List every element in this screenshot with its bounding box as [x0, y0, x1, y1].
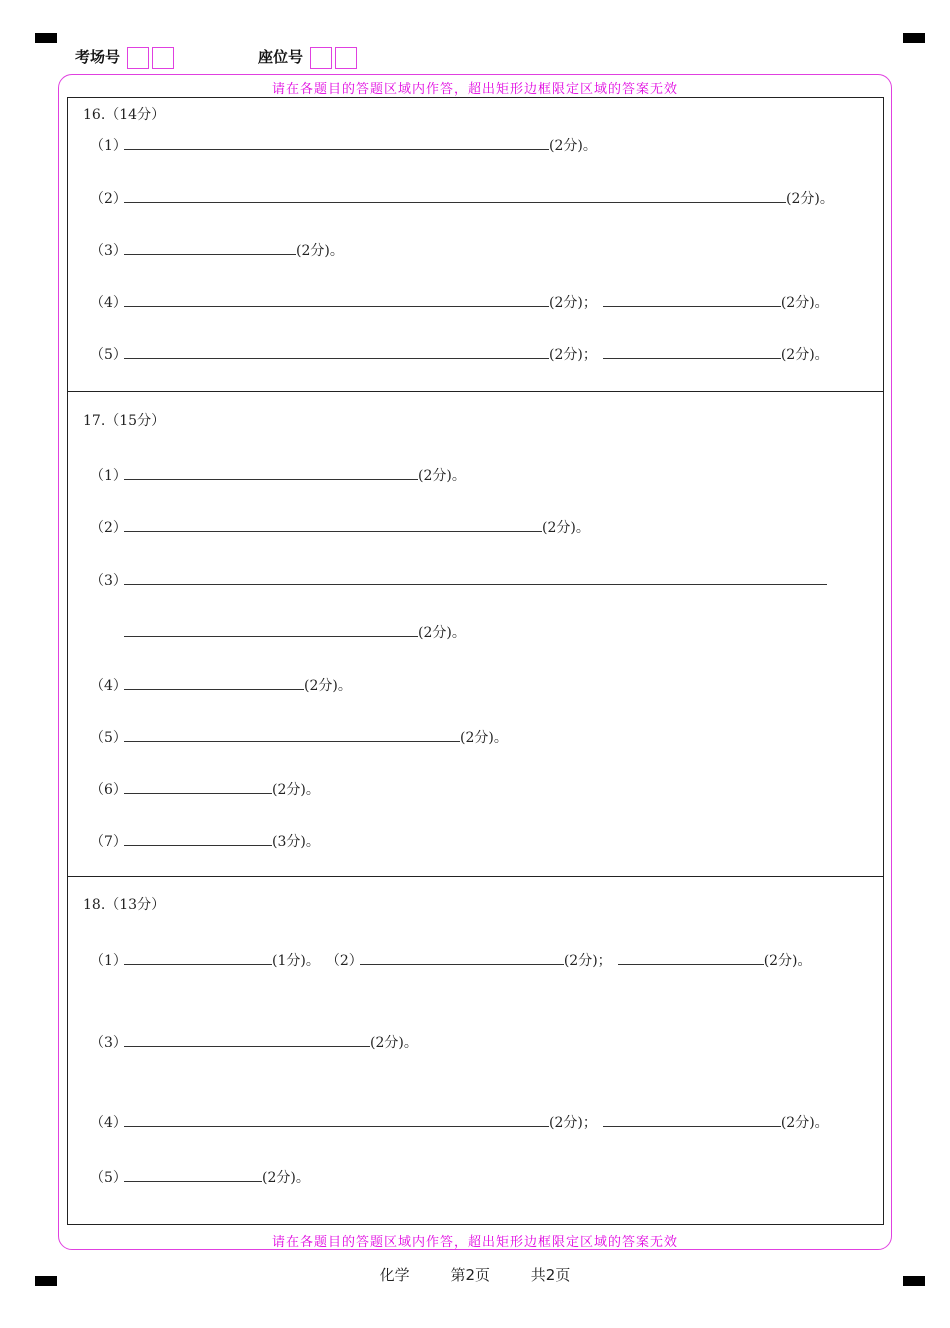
corner-mark-top-left [35, 33, 57, 43]
q17-line-1: （1） (2分)。 [90, 463, 466, 485]
answer-blank[interactable] [124, 777, 272, 794]
answer-blank[interactable] [124, 948, 272, 965]
answer-blank[interactable] [124, 725, 460, 742]
answer-blank[interactable] [603, 1110, 781, 1127]
section-divider [67, 876, 884, 877]
answer-blank[interactable] [124, 1110, 549, 1127]
answer-blank[interactable] [618, 948, 764, 965]
q18-line-1: （1） (1分)。 （2） (2分)； (2分)。 [90, 948, 812, 970]
q17-line-3: （3） [90, 568, 827, 590]
answer-blank[interactable] [124, 186, 786, 203]
warning-bottom: 请在各题目的答题区域内作答，超出矩形边框限定区域的答案无效 [271, 1235, 678, 1250]
q18-line-5: （5） (2分)。 [90, 1165, 310, 1187]
seat-label: 座位号 [258, 48, 304, 66]
q17-line-5: （5） (2分)。 [90, 725, 508, 747]
answer-area [67, 97, 884, 1225]
q17-line-4: （4） (2分)。 [90, 673, 352, 695]
answer-blank[interactable] [124, 342, 549, 359]
q17-line-2: （2） (2分)。 [90, 515, 590, 537]
answer-blank[interactable] [124, 1030, 370, 1047]
answer-blank[interactable] [124, 829, 272, 846]
answer-blank[interactable] [124, 568, 827, 585]
answer-blank[interactable] [124, 515, 542, 532]
footer-subject: 化学 [379, 1266, 410, 1284]
q16-title: 16.（14分） [83, 107, 166, 123]
q17-line-7: （7） (3分)。 [90, 829, 320, 851]
exam-room-label: 考场号 [75, 48, 121, 66]
q16-line-5: （5） (2分)； (2分)。 [90, 342, 829, 364]
answer-blank[interactable] [124, 620, 418, 637]
seat-boxes[interactable] [310, 47, 360, 69]
q18-title: 18.（13分） [83, 897, 166, 913]
q17-title: 17.（15分） [83, 413, 166, 429]
exam-room-field [75, 46, 177, 69]
answer-blank[interactable] [603, 290, 781, 307]
q16-line-1: （1） (2分)。 [90, 133, 597, 155]
q18-line-3: （3） (2分)。 [90, 1030, 418, 1052]
section-divider [67, 391, 884, 392]
answer-blank[interactable] [124, 238, 296, 255]
q17-line-3-cont: (2分)。 [124, 620, 466, 642]
answer-blank[interactable] [124, 133, 549, 150]
answer-blank[interactable] [124, 673, 304, 690]
page-footer [0, 1264, 950, 1285]
answer-blank[interactable] [124, 1165, 262, 1182]
answer-blank[interactable] [360, 948, 564, 965]
warning-top: 请在各题目的答题区域内作答，超出矩形边框限定区域的答案无效 [271, 82, 678, 97]
corner-mark-top-right [903, 33, 925, 43]
q16-line-3: （3） (2分)。 [90, 238, 344, 260]
answer-blank[interactable] [124, 290, 549, 307]
footer-page: 第2页 [450, 1266, 490, 1284]
q16-line-4: （4） (2分)； (2分)。 [90, 290, 829, 312]
seat-field [258, 46, 360, 69]
answer-blank[interactable] [124, 463, 418, 480]
q16-line-2: （2） (2分)。 [90, 186, 834, 208]
answer-blank[interactable] [603, 342, 781, 359]
footer-total: 共2页 [530, 1266, 571, 1284]
q18-line-4: （4） (2分)； (2分)。 [90, 1110, 829, 1132]
q17-line-6: （6） (2分)。 [90, 777, 320, 799]
exam-room-boxes[interactable] [127, 47, 177, 69]
